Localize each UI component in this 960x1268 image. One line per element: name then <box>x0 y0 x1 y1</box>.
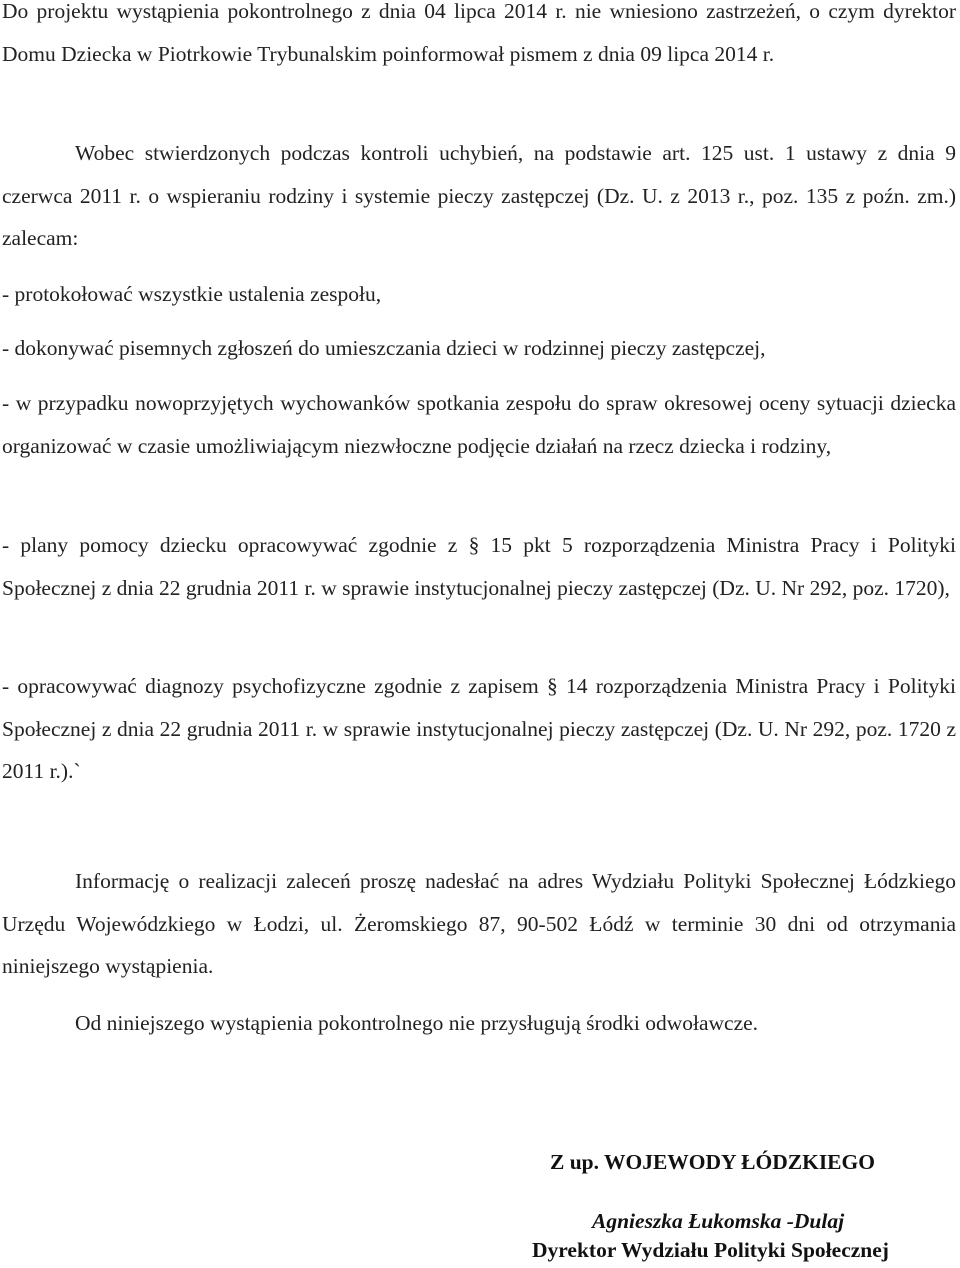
recommendation-item-2: - dokonywać pisemnych zgłoszeń do umieszczania dzieci w rodzinnej pieczy zastępczej, <box>2 336 766 360</box>
recommendation-item-1: - protokołować wszystkie ustalenia zespołu, <box>2 282 382 306</box>
signature-title: Dyrektor Wydziału Polityki Społecznej <box>532 1238 889 1262</box>
paragraph-recommendations-intro: Wobec stwierdzonych podczas kontroli uchybień, na podstawie art. 125 ust. 1 ustawy z dnia 9 czerwca 2011 r. o wspieraniu rodziny i systemie pieczy zastępczej (Dz. U. z 2013 r., poz. 135 z poźn. zm.) zalecam: <box>2 141 956 250</box>
paragraph-reporting-instructions: Informację o realizacji zaleceń proszę nadesłać na adres Wydziału Polityki Społecznej Łódzkiego Urzędu Wojewódzkiego w Łodzi, ul. Żeromskiego 87, 90-502 Łódź w terminie 30 dni od otrzymania niniejszego wystąpienia. <box>2 869 956 978</box>
recommendation-item-3: - w przypadku nowoprzyjętych wychowanków spotkania zespołu do spraw okresowej oceny sytuacji dziecka organizować w czasie umożliwiającym niezwłoczne podjęcie działań na rzecz dziecka i rodziny, <box>2 391 956 458</box>
signature-name: Agnieszka Łukomska -Dulaj <box>592 1209 845 1233</box>
recommendation-item-4: - plany pomocy dziecku opracowywać zgodnie z § 15 pkt 5 rozporządzenia Ministra Pracy i Polityki Społecznej z dnia 22 grudnia 2011 r. w sprawie instytucjonalnej pieczy zastępczej (Dz. U. Nr 292, poz. 1720), <box>2 533 956 600</box>
signature-heading: Z up. WOJEWODY ŁÓDZKIEGO <box>550 1150 875 1174</box>
paragraph-no-appeal: Od niniejszego wystąpienia pokontrolnego nie przysługują środki odwoławcze. <box>75 1011 759 1035</box>
recommendation-item-5: - opracowywać diagnozy psychofizyczne zgodnie z zapisem § 14 rozporządzenia Ministra Pracy i Polityki Społecznej z dnia 22 grudnia 2011 r. w sprawie instytucjonalnej pieczy zastępczej (Dz. U. Nr 292, poz. 1720 z 2011 r.).` <box>2 674 956 783</box>
paragraph-objections: Do projektu wystąpienia pokontrolnego z dnia 04 lipca 2014 r. nie wniesiono zastrzeżeń, o czym dyrektor Domu Dziecka w Piotrkowie Trybunalskim poinformował pismem z dnia 09 lipca 2014 r. <box>2 0 956 66</box>
